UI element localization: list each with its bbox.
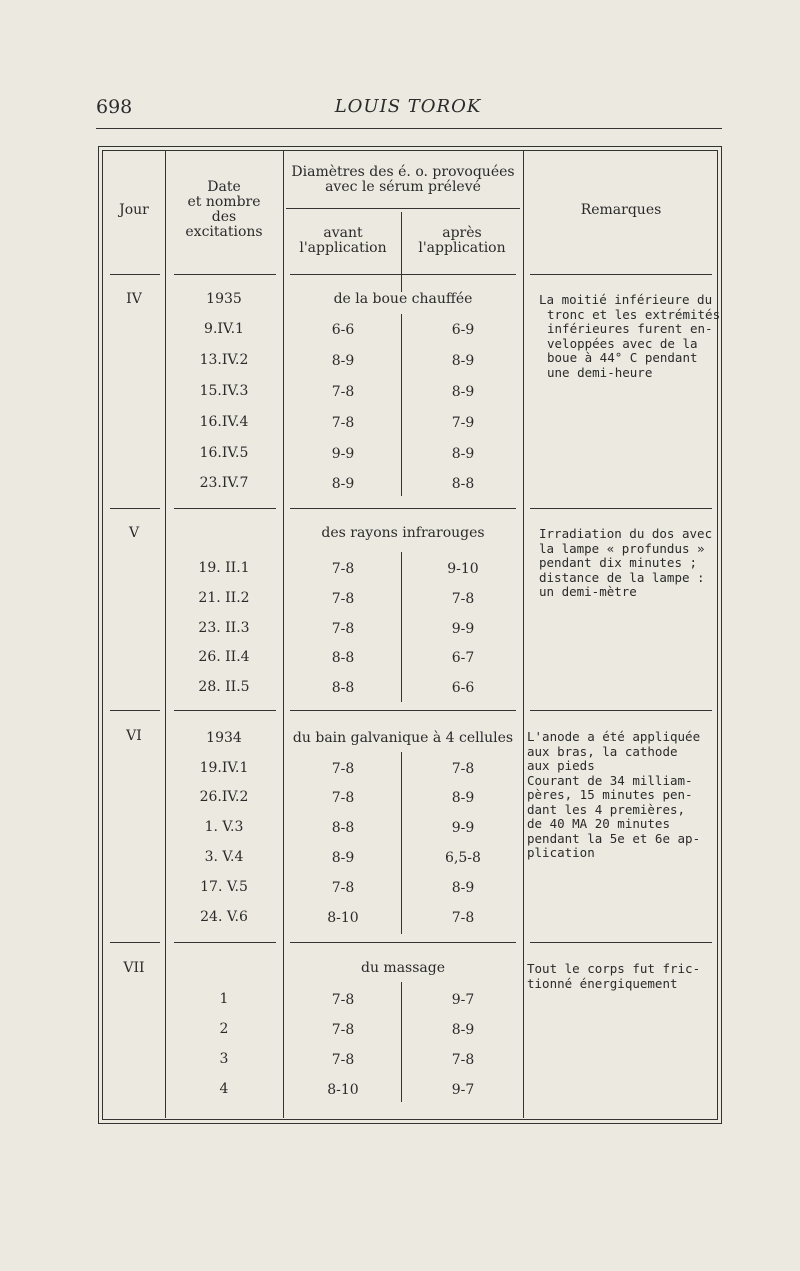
apres-cell: 7-8 — [451, 761, 475, 777]
date-cell: 1. V.3 — [204, 819, 244, 835]
apres-cell: 7-8 — [451, 910, 475, 926]
jour-label: V — [128, 525, 140, 541]
header-sub-rule — [286, 208, 520, 209]
remark-line: Tout le corps fut fric- — [527, 961, 701, 976]
apres-cell: 8-9 — [451, 384, 475, 400]
remark-line: L'anode a été appliquée — [527, 729, 701, 744]
col-divider-jour — [165, 150, 166, 1118]
header-date — [168, 180, 280, 240]
avant-apres-divider — [401, 752, 402, 934]
treatment-label: des rayons infrarouges — [321, 525, 485, 541]
jour-label: IV — [126, 291, 142, 307]
remark-line: pères, 15 minutes pen- — [527, 787, 693, 802]
apres-cell: 8-9 — [451, 446, 475, 462]
apres-cell: 9-9 — [451, 820, 475, 836]
col-divider-avant-apres-header — [401, 212, 402, 292]
header-avant — [286, 226, 400, 256]
remark-line: la lampe « profundus » — [539, 540, 705, 556]
section-rule — [530, 274, 712, 275]
avant-cell: 9-9 — [331, 446, 355, 462]
apres-cell: 6-7 — [451, 650, 475, 666]
date-cell: 26.IV.2 — [199, 789, 249, 805]
avant-cell: 7-8 — [331, 621, 355, 637]
section-rule — [174, 942, 276, 943]
avant-cell: 8-9 — [331, 476, 355, 492]
avant-cell: 8-9 — [331, 850, 355, 866]
date-cell: 28. II.5 — [198, 679, 250, 695]
avant-cell: 7-8 — [331, 992, 355, 1008]
date-cell: 2 — [219, 1021, 229, 1037]
remark-line: Irradiation du dos avec — [539, 526, 713, 541]
apres-cell: 8-9 — [451, 790, 475, 806]
avant-cell: 7-8 — [331, 880, 355, 896]
section-rule — [174, 274, 276, 275]
remark-line: dant les 4 premières, — [527, 801, 686, 817]
avant-cell: 8-8 — [331, 820, 355, 836]
avant-cell: 8-8 — [331, 650, 355, 666]
avant-cell: 7-8 — [331, 790, 355, 806]
apres-cell: 6-9 — [451, 322, 475, 338]
header-avant-line: avant — [323, 225, 363, 241]
remark-line: un demi-mètre — [539, 584, 637, 599]
apres-cell: 9-10 — [447, 561, 479, 577]
date-cell: 23. II.3 — [198, 620, 250, 636]
remarks-block — [527, 730, 700, 861]
remark-line: une demi-heure — [547, 364, 653, 380]
remark-line: tronc et les extrémités — [547, 306, 721, 322]
section-rule — [530, 508, 712, 509]
apres-cell: 8-9 — [451, 1022, 475, 1038]
header-rule — [96, 128, 722, 129]
avant-cell: 8-10 — [327, 910, 359, 926]
section-rule — [110, 274, 160, 275]
remark-line: de 40 MA 20 minutes — [527, 816, 670, 831]
header-diametres-line: Diamètres des é. o. provoquées — [291, 164, 515, 180]
date-cell: 15.IV.3 — [199, 383, 249, 399]
apres-cell: 7-8 — [451, 591, 475, 607]
header-apres-line: après — [442, 225, 482, 241]
page-number: 698 — [96, 96, 133, 118]
remark-line: aux bras, la cathode — [527, 743, 678, 759]
header-avant-line: l'application — [299, 240, 387, 256]
header-remarques: Remarques — [580, 202, 662, 218]
treatment-label: du bain galvanique à 4 cellules — [292, 730, 514, 746]
section-rule — [530, 942, 712, 943]
treatment-label: de la boue chauffée — [333, 291, 473, 307]
remark-line: veloppées avec de la — [547, 335, 698, 351]
remark-line: boue à 44° C pendant — [547, 350, 698, 365]
section-rule — [290, 942, 516, 943]
page-header — [96, 96, 720, 120]
remark-line: La moitié inférieure du — [539, 292, 713, 307]
remarks-block — [539, 293, 720, 380]
apres-cell: 8-8 — [451, 476, 475, 492]
apres-cell: 6-6 — [451, 680, 475, 696]
date-cell: 19. II.1 — [198, 560, 250, 576]
header-date-line: des — [211, 209, 237, 225]
avant-cell: 6-6 — [331, 322, 355, 338]
date-cell: 13.IV.2 — [199, 352, 249, 368]
date-cell: 24. V.6 — [200, 909, 248, 925]
remark-line: aux pieds — [527, 758, 595, 773]
avant-cell: 7-8 — [331, 384, 355, 400]
date-cell: 16.IV.4 — [199, 414, 249, 430]
avant-cell: 7-8 — [331, 761, 355, 777]
date-cell: 4 — [219, 1081, 229, 1097]
section-rule — [110, 942, 160, 943]
remark-line: pendant la 5e et 6e ap- — [527, 830, 701, 846]
date-cell: 23.IV.7 — [199, 475, 249, 491]
section-rule — [530, 710, 712, 711]
date-cell: 26. II.4 — [198, 649, 250, 665]
section-rule — [174, 710, 276, 711]
apres-cell: 9-7 — [451, 1082, 475, 1098]
avant-cell: 8-10 — [327, 1082, 359, 1098]
avant-cell: 7-8 — [331, 591, 355, 607]
header-apres-line: l'application — [418, 240, 506, 256]
date-cell: 3 — [219, 1051, 229, 1067]
remark-line: inférieures furent en- — [547, 321, 713, 336]
avant-cell: 7-8 — [331, 561, 355, 577]
apres-cell: 8-9 — [451, 880, 475, 896]
remark-line: plication — [527, 845, 595, 860]
section-rule — [290, 274, 516, 275]
remark-line: distance de la lampe : — [539, 569, 705, 585]
remark-line: Courant de 34 milliam- — [527, 772, 693, 788]
date-cell: 16.IV.5 — [199, 445, 249, 461]
avant-apres-divider — [401, 314, 402, 496]
date-cell: 9.IV.1 — [204, 321, 244, 337]
date-cell: 17. V.5 — [200, 879, 248, 895]
apres-cell: 8-9 — [451, 353, 475, 369]
header-date-line: excitations — [185, 224, 263, 240]
avant-cell: 8-8 — [331, 680, 355, 696]
header-jour: Jour — [119, 202, 149, 218]
apres-cell: 7-8 — [451, 1052, 475, 1068]
date-cell: 21. II.2 — [198, 590, 250, 606]
section-rule — [290, 508, 516, 509]
remarks-block — [539, 527, 712, 600]
group-year: 1934 — [206, 730, 242, 746]
header-date-line: Date — [207, 179, 241, 195]
date-cell: 3. V.4 — [204, 849, 244, 865]
apres-cell: 6,5-8 — [445, 850, 481, 866]
avant-cell: 7-8 — [331, 415, 355, 431]
running-head: LOUIS TOROK — [334, 96, 482, 117]
avant-cell: 8-9 — [331, 353, 355, 369]
col-divider-diam — [523, 150, 524, 1118]
remarks-block — [527, 962, 700, 991]
header-date-line: et nombre — [187, 194, 261, 210]
section-rule — [110, 508, 160, 509]
date-cell: 19.IV.1 — [199, 760, 249, 776]
jour-label: VI — [126, 728, 142, 744]
section-rule — [174, 508, 276, 509]
apres-cell: 7-9 — [451, 415, 475, 431]
header-diametres-line: avec le sérum prélevé — [325, 179, 481, 195]
group-year: 1935 — [206, 291, 242, 307]
jour-label: VII — [123, 960, 145, 976]
header-diametres — [286, 165, 520, 195]
section-rule — [290, 710, 516, 711]
apres-cell: 9-7 — [451, 992, 475, 1008]
avant-cell: 7-8 — [331, 1052, 355, 1068]
avant-cell: 7-8 — [331, 1022, 355, 1038]
date-cell: 1 — [219, 991, 229, 1007]
header-apres — [403, 226, 521, 256]
apres-cell: 9-9 — [451, 621, 475, 637]
remark-line: pendant dix minutes ; — [539, 555, 698, 570]
remark-line: tionné énergiquement — [527, 975, 678, 991]
treatment-label: du massage — [360, 960, 445, 976]
section-rule — [110, 710, 160, 711]
